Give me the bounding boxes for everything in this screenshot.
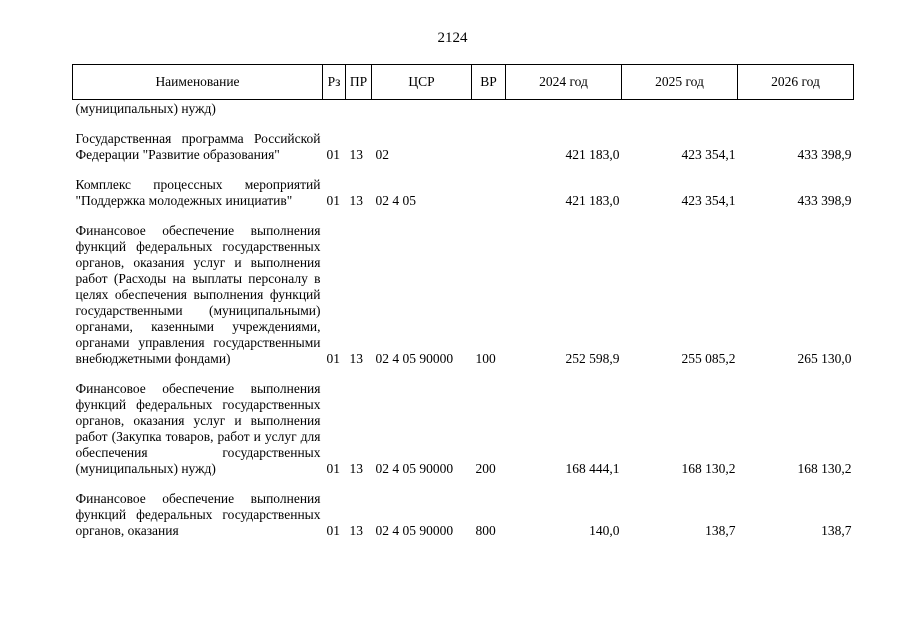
row-pr: 13 — [349, 523, 363, 538]
row-2024: 421 183,0 — [565, 147, 620, 162]
row-csr: 02 — [375, 147, 389, 162]
row-2025: 423 354,1 — [681, 147, 736, 162]
row-name: Финансовое обеспечение выполнения функций федеральных государственных органов, оказания услуг и выполнения работ (Расходы на выплаты персоналу в целях обеспечения выполнения функций государственными (муниципальными) органами, казенными учреждениями, органами управления государственными внебюджетными фондами) — [75, 223, 321, 366]
row-2026: 433 398,9 — [797, 147, 852, 162]
row-vr — [472, 100, 506, 118]
row-2026 — [738, 100, 854, 118]
row-2025: 168 130,2 — [681, 461, 736, 476]
row-pr — [346, 100, 372, 118]
header-2025: 2025 год — [622, 65, 738, 100]
table-row — [73, 163, 854, 209]
row-vr: 800 — [475, 523, 496, 538]
row-name: (муниципальных) нужд) — [75, 101, 216, 116]
page-number: 2124 — [437, 30, 468, 46]
row-2026: 433 398,9 — [797, 193, 852, 208]
row-csr — [372, 100, 472, 118]
header-rz: Рз — [323, 65, 346, 100]
table-row — [73, 117, 854, 163]
row-2026: 168 130,2 — [797, 461, 852, 476]
row-csr: 02 4 05 90000 — [375, 523, 454, 538]
row-csr: 02 4 05 90000 — [375, 461, 454, 476]
header-2024: 2024 год — [506, 65, 622, 100]
row-rz: 01 — [326, 523, 340, 538]
table-row — [73, 100, 854, 118]
row-2024: 421 183,0 — [565, 193, 620, 208]
row-rz: 01 — [326, 147, 340, 162]
row-pr: 13 — [349, 147, 363, 162]
row-csr: 02 4 05 90000 — [375, 351, 454, 366]
row-name: Государственная программа Российской Федерации "Развитие образования" — [75, 131, 321, 162]
row-rz: 01 — [326, 461, 340, 476]
header-pr: ПР — [346, 65, 372, 100]
header-vr: ВР — [472, 65, 506, 100]
row-2024: 140,0 — [589, 523, 620, 538]
row-vr — [472, 117, 506, 163]
table-row — [73, 209, 854, 367]
row-rz: 01 — [326, 351, 340, 366]
row-vr: 100 — [475, 351, 496, 366]
row-2025: 423 354,1 — [681, 193, 736, 208]
row-name: Комплекс процессных мероприятий "Поддержка молодежных инициатив" — [75, 177, 321, 208]
row-2024: 168 444,1 — [565, 461, 620, 476]
row-vr — [472, 163, 506, 209]
header-2026: 2026 год — [738, 65, 854, 100]
row-2024: 252 598,9 — [565, 351, 620, 366]
row-vr: 200 — [475, 461, 496, 476]
row-pr: 13 — [349, 193, 363, 208]
table-row — [73, 477, 854, 539]
header-csr: ЦСР — [372, 65, 472, 100]
row-2025: 255 085,2 — [681, 351, 736, 366]
row-pr: 13 — [349, 351, 363, 366]
row-2026: 265 130,0 — [797, 351, 852, 366]
row-rz — [323, 100, 346, 118]
row-2025: 138,7 — [705, 523, 736, 538]
table-header-row — [73, 65, 854, 100]
row-2025 — [622, 100, 738, 118]
header-name: Наименование — [73, 65, 323, 100]
row-name: Финансовое обеспечение выполнения функций федеральных государственных органов, оказания услуг и выполнения работ (Закупка товаров, работ и услуг для обеспечения государственных (муниципальных) нужд) — [75, 381, 321, 476]
row-rz: 01 — [326, 193, 340, 208]
table-row — [73, 367, 854, 477]
row-2024 — [506, 100, 622, 118]
budget-table — [72, 64, 854, 539]
row-2026: 138,7 — [821, 523, 852, 538]
row-csr: 02 4 05 — [375, 193, 416, 208]
row-name: Финансовое обеспечение выполнения функций федеральных государственных органов, оказания — [75, 491, 321, 538]
row-pr: 13 — [349, 461, 363, 476]
